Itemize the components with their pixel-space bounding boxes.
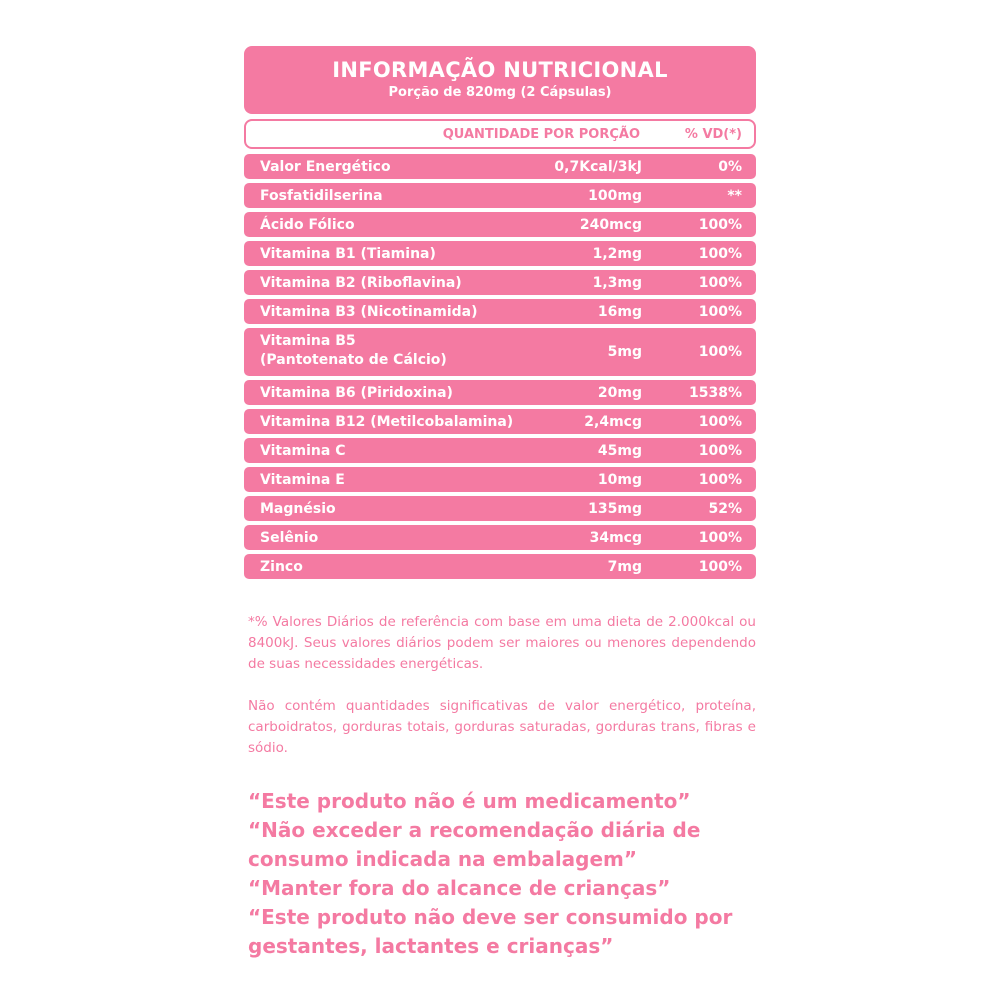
nutrient-daily-value: 100% — [698, 558, 742, 575]
table-row — [244, 496, 756, 521]
table-row — [244, 270, 756, 295]
nutrient-name: Vitamina B1 (Tiamina) — [260, 246, 436, 262]
table-row — [244, 467, 756, 492]
nutrient-daily-value: 100% — [698, 529, 742, 546]
table-row — [244, 299, 756, 324]
table-row — [244, 380, 756, 405]
warning-line: “Este produto não deve ser consumido por — [248, 905, 733, 929]
warning-line: gestantes, lactantes e crianças” — [248, 934, 614, 958]
warning-line: “Este produto não é um medicamento” — [248, 789, 691, 813]
nutrient-amount: 2,4mcg — [584, 413, 642, 430]
nutrient-name: Ácido Fólico — [260, 217, 355, 233]
nutrient-name: Vitamina B6 (Piridoxina) — [260, 385, 453, 401]
nutrient-amount: 1,3mg — [592, 274, 642, 291]
daily-values-footnote: *% Valores Diários de referência com base em uma dieta de 2.000kcal ou 8400kJ. Seus valores diários podem ser maiores ou menores dependendo de suas necessidades energéticas. — [248, 614, 756, 672]
warning-line: “Manter fora do alcance de crianças” — [248, 876, 671, 900]
nutrient-amount: 1,2mg — [592, 245, 642, 262]
warning-line: consumo indicada na embalagem” — [248, 847, 638, 871]
warnings-block — [248, 787, 768, 961]
nutrient-name: Vitamina C — [260, 443, 346, 459]
nutrient-daily-value: ** — [727, 187, 742, 204]
nutrition-header — [244, 46, 756, 114]
nutrient-amount: 10mg — [597, 471, 642, 488]
nutrient-daily-value: 100% — [698, 303, 742, 320]
nutrient-amount: 16mg — [597, 303, 642, 320]
nutrient-amount: 240mcg — [579, 216, 642, 233]
nutrient-daily-value: 100% — [698, 442, 742, 459]
column-daily-value: % VD(*) — [684, 127, 742, 142]
nutrient-amount: 45mg — [597, 442, 642, 459]
nutrient-name: Valor Energético — [260, 159, 391, 175]
nutrient-name: Vitamina B3 (Nicotinamida) — [260, 304, 478, 320]
nutrient-daily-value: 100% — [698, 274, 742, 291]
nutrient-amount: 135mg — [588, 500, 642, 517]
nutrient-daily-value: 1538% — [689, 384, 742, 401]
nutrition-title: INFORMAÇÃO NUTRICIONAL — [332, 58, 668, 82]
nutrient-daily-value: 100% — [698, 471, 742, 488]
nutrient-name: Vitamina B2 (Riboflavina) — [260, 275, 462, 291]
nutrient-name: Magnésio — [260, 501, 336, 517]
nutrient-name: Vitamina B12 (Metilcobalamina) — [260, 414, 514, 430]
table-row — [244, 183, 756, 208]
column-header — [244, 119, 756, 149]
nutrient-daily-value: 100% — [698, 216, 742, 233]
table-row — [244, 525, 756, 550]
nutrient-amount: 5mg — [607, 344, 642, 360]
table-row — [244, 212, 756, 237]
nutrient-daily-value: 100% — [698, 413, 742, 430]
nutrient-amount: 20mg — [597, 384, 642, 401]
table-row — [244, 409, 756, 434]
table-row — [244, 438, 756, 463]
nutrient-amount: 34mcg — [589, 529, 642, 546]
nutrient-amount: 7mg — [607, 558, 642, 575]
nutrient-name: Zinco — [260, 559, 303, 575]
nutrient-daily-value: 0% — [718, 158, 742, 175]
nutrient-name: Fosfatidilserina — [260, 188, 383, 204]
table-row — [244, 328, 756, 376]
table-row — [244, 154, 756, 179]
not-significant-note: Não contém quantidades significativas de valor energético, proteína, carboidratos, gorduras totais, gorduras saturadas, gorduras trans, fibras e sódio. — [248, 698, 756, 756]
table-row — [244, 554, 756, 579]
nutrient-daily-value: 100% — [698, 344, 742, 360]
column-quantity: QUANTIDADE POR PORÇÃO — [442, 127, 640, 142]
nutrient-daily-value: 100% — [698, 245, 742, 262]
table-row — [244, 241, 756, 266]
nutrient-name: Vitamina B5 (Pantotenato de Cálcio) — [260, 333, 447, 368]
serving-size: Porção de 820mg (2 Cápsulas) — [388, 85, 612, 100]
warning-line: “Não exceder a recomendação diária de — [248, 818, 701, 842]
nutrient-amount: 100mg — [588, 187, 642, 204]
nutrient-name: Vitamina E — [260, 472, 345, 488]
nutrient-table — [244, 154, 756, 583]
nutrient-daily-value: 52% — [708, 500, 742, 517]
nutrient-amount: 0,7Kcal/3kJ — [554, 158, 642, 175]
nutrient-name: Selênio — [260, 530, 319, 546]
